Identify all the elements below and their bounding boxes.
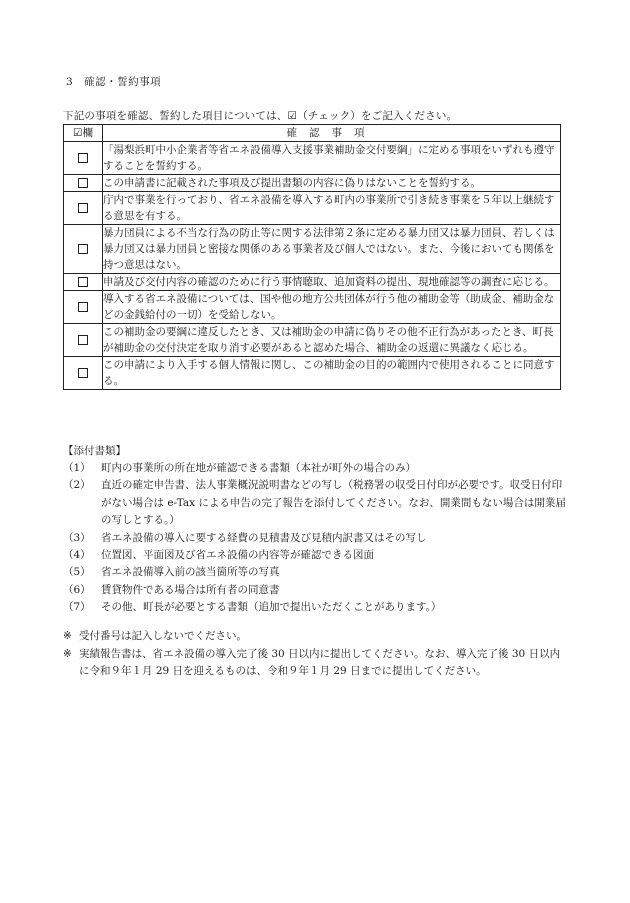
checkbox-cell bbox=[64, 142, 103, 175]
table-row bbox=[64, 291, 561, 324]
item-text: 省エネ設備導入前の該当箇所等の写真 bbox=[101, 566, 280, 579]
item-text: 位置図、平面図及び省エネ設備の内容等が確認できる図面 bbox=[101, 549, 374, 562]
checkbox[interactable] bbox=[78, 302, 88, 312]
confirmation-item: 庁内で事業を行っており、省エネ設備を導入する町内の事業所で引き続き事業を５年以上継続する意思を有する。 bbox=[103, 192, 561, 225]
confirmation-item: この補助金の要綱に違反したとき、又は補助金の申請に偽りその他不正行為があったとき、町長が補助金の交付決定を取り消す必要があると認めた場合、補助金の返還に異議なく応じる。 bbox=[103, 324, 561, 357]
item-text: 直近の確定申告書、法人事業概況説明書などの写し（税務署の収受日付印が必要です。収受日付印がない場合は e-Tax による申告の完了報告を添付してください。なお、開業間もない場合は開業届の写しとする。） bbox=[101, 479, 566, 527]
item-text: 省エネ設備の導入に要する経費の見積書及び見積内訳書又はその写し bbox=[101, 531, 427, 544]
item-number: （4） bbox=[63, 549, 91, 562]
item-text: その他、町長が必要とする書類（追加で提出いただくことがあります。） bbox=[101, 601, 442, 614]
item-number: （5） bbox=[63, 566, 91, 579]
checkbox[interactable] bbox=[78, 277, 88, 287]
confirmation-item: この申請により入手する個人情報に関し、この補助金の目的の範囲内で使用されることに同意する。 bbox=[103, 357, 561, 390]
list-item bbox=[63, 460, 568, 477]
confirmation-item: 「湯梨浜町中小企業者等省エネ設備導入支援事業補助金交付要綱」に定める事項をいずれも遵守することを誓約する。 bbox=[103, 142, 561, 175]
header-check-column: ☑欄 bbox=[64, 125, 103, 142]
checkbox-cell bbox=[64, 357, 103, 390]
list-item bbox=[63, 582, 568, 599]
table-header-row bbox=[64, 125, 561, 142]
table-row bbox=[64, 192, 561, 225]
item-number: （2） bbox=[63, 479, 91, 492]
table-row bbox=[64, 175, 561, 192]
list-item bbox=[63, 547, 568, 564]
item-number: （1） bbox=[63, 462, 91, 474]
checkbox[interactable] bbox=[78, 335, 88, 345]
confirmation-item: 申請及び交付内容の確認のために行う事情聴取、追加資料の提出、現地確認等の調査に応じる。 bbox=[103, 274, 561, 291]
list-item bbox=[63, 564, 568, 581]
table-row bbox=[64, 142, 561, 175]
item-number: （7） bbox=[63, 601, 91, 614]
table-row bbox=[64, 274, 561, 291]
note-mark: ※ bbox=[63, 647, 72, 660]
confirmation-table bbox=[63, 124, 561, 390]
checkbox-cell bbox=[64, 175, 103, 192]
list-item bbox=[63, 530, 568, 547]
table-row bbox=[64, 324, 561, 357]
checkbox-cell bbox=[64, 192, 103, 225]
checkbox[interactable] bbox=[78, 368, 88, 378]
notes-section bbox=[63, 628, 568, 681]
checkbox-cell bbox=[64, 274, 103, 291]
checkbox[interactable] bbox=[78, 244, 88, 254]
intro-text: 下記の事項を確認、誓約した項目については、☑（チェック）をご記入ください。 bbox=[63, 110, 458, 122]
attachments-title: 【添付書類】 bbox=[63, 445, 126, 457]
note-item bbox=[63, 646, 568, 681]
note-mark: ※ bbox=[63, 630, 72, 642]
checkbox-cell bbox=[64, 291, 103, 324]
attachments-list bbox=[63, 460, 568, 617]
table-row bbox=[64, 225, 561, 274]
header-items-column: 確認事項 bbox=[103, 125, 561, 142]
confirmation-item: 導入する省エネ設備については、国や他の地方公共団体が行う他の補助金等（助成金、補助金などの金銭給付の一切）を受給しない。 bbox=[103, 291, 561, 324]
confirmation-item: この申請書に記載された事項及び提出書類の内容に偽りはないことを誓約する。 bbox=[103, 175, 561, 192]
item-text: 賃貸物件である場合は所有者の同意書 bbox=[101, 583, 280, 596]
checkbox[interactable] bbox=[78, 178, 88, 188]
list-item bbox=[63, 477, 568, 529]
checkbox-cell bbox=[64, 324, 103, 357]
item-number: （6） bbox=[63, 583, 91, 596]
list-item bbox=[63, 599, 568, 616]
note-text: 受付番号は記入しないでください。 bbox=[79, 630, 247, 642]
note-text: 実績報告書は、省エネ設備の導入完了後 30 日以内に提出してください。なお、導入完了後 30 日以内に令和９年１月 29 日を迎えるものは、令和９年１月 29 日までに提出してください。 bbox=[79, 647, 561, 677]
item-number: （3） bbox=[63, 531, 91, 544]
table-row bbox=[64, 357, 561, 390]
confirmation-item: 暴力団員による不当な行為の防止等に関する法律第２条に定める暴力団又は暴力団員、若しくは暴力団又は暴力団員と密接な関係のある事業者及び個人ではない。また、今後においても関係を持つ意思はない。 bbox=[103, 225, 561, 274]
section-heading: 3 確認・誓約事項 bbox=[66, 76, 162, 88]
checkbox[interactable] bbox=[78, 203, 88, 213]
item-text: 町内の事業所の所在地が確認できる書類（本社が町外の場合のみ） bbox=[101, 462, 416, 474]
checkbox[interactable] bbox=[78, 153, 88, 163]
checkbox-cell bbox=[64, 225, 103, 274]
note-item bbox=[63, 628, 568, 646]
